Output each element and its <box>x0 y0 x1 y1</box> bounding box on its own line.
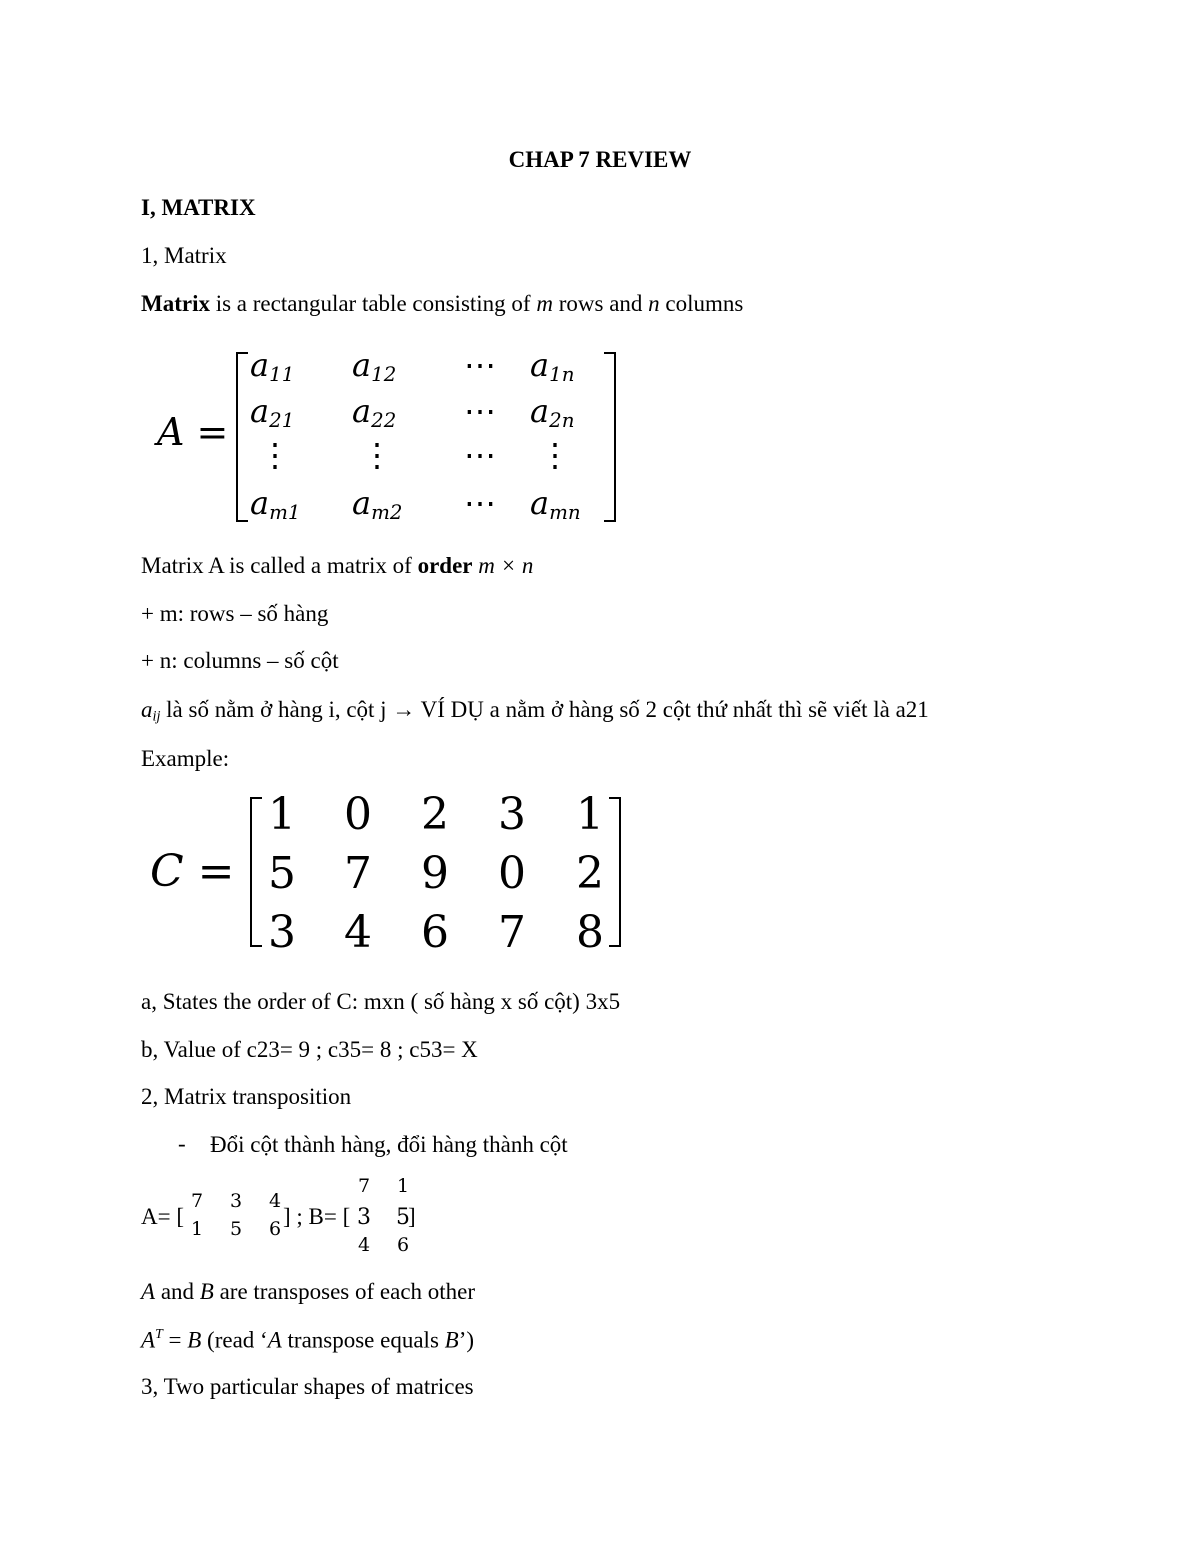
at-eq: = <box>162 1327 188 1353</box>
matrix-c-entry: 6 <box>421 907 449 958</box>
def-bold: Matrix <box>141 291 210 316</box>
def-text3: columns <box>659 291 744 316</box>
order-expr: m × n <box>472 553 534 578</box>
transpose-b-entry: 7 <box>357 1175 371 1197</box>
matrix-c-entry: 1 <box>268 789 296 840</box>
matrix-a-entry: $a_{mn}$ <box>530 484 581 524</box>
matrix-c-entry: 0 <box>344 789 372 840</box>
bullet-text: Đổi cột thành hàng, đổi hàng thành cột <box>210 1132 568 1157</box>
matrix-c-entry: 0 <box>498 848 526 899</box>
matrix-c-label: C = <box>150 846 235 897</box>
page-title: CHAP 7 REVIEW <box>508 147 692 172</box>
def-text2: rows and <box>552 291 649 316</box>
at-equals-b-line <box>141 1326 474 1354</box>
def-m: m <box>536 291 553 316</box>
at-read1: (read ‘ <box>201 1327 268 1353</box>
matrix-a-entry: $a_{1n}$ <box>530 346 575 386</box>
matrix-a-entry: $a_{m1}$ <box>250 484 301 524</box>
matrix-a-entry: $a_{m2}$ <box>352 484 403 524</box>
m-line: + m: rows – số hàng <box>141 601 329 626</box>
question-a: a, States the order of C: mxn ( số hàng x số cột) 3x5 <box>141 989 621 1014</box>
matrix-a-entry: $a_{12}$ <box>352 346 397 386</box>
transpose-a-entry: 6 <box>268 1218 282 1240</box>
matrix-a-left-bracket <box>236 352 248 522</box>
matrix-a-entry: ⋯ <box>464 346 496 384</box>
matrix-a-entry: ⋮ <box>361 436 393 474</box>
matrix-a-entry: $a_{11}$ <box>250 346 295 386</box>
matrix-c-entry: 2 <box>421 789 449 840</box>
at-read2: transpose equals <box>281 1327 445 1353</box>
matrix-a-entry: $a_{22}$ <box>352 392 397 432</box>
matrix-definition <box>141 290 743 318</box>
transpose-a-entry: 3 <box>229 1190 243 1212</box>
at-b2: B <box>444 1327 459 1353</box>
matrix-a-entry: ⋮ <box>259 436 291 474</box>
transpose-a-label: A= [ <box>141 1204 184 1229</box>
question-b: b, Value of c23= 9 ; c35= 8 ; c53= X <box>141 1037 478 1062</box>
def-text1: is a rectangular table consisting of <box>209 291 537 316</box>
transpose-b-entry: 4 <box>357 1234 371 1256</box>
matrix-a-entry: ⋯ <box>464 392 496 430</box>
transpose-a-entry: 4 <box>268 1190 282 1212</box>
matrix-c-left-bracket <box>250 797 262 947</box>
aij-text: là số nằm ở hàng i, cột j → VÍ DỤ a nằm ở hàng số 2 cột thứ nhất thì sẽ viết là a21 <box>160 697 929 722</box>
transpose-b-entry: 3 <box>357 1205 371 1230</box>
transposes-rest: are transposes of each other <box>213 1279 476 1304</box>
matrix-a-entry: ⋮ <box>539 436 571 474</box>
matrix-c-entry: 7 <box>344 848 372 899</box>
transpose-a-entry: 5 <box>229 1218 243 1240</box>
aij-var: a <box>141 697 153 722</box>
matrix-c-entry: 8 <box>576 907 604 958</box>
transpose-a-entry: 7 <box>190 1190 204 1212</box>
def-n: n <box>648 291 660 316</box>
matrix-c-entry: 3 <box>268 907 296 958</box>
transposes-mid: and <box>155 1279 200 1304</box>
example-label: Example: <box>141 746 230 771</box>
order-bold: order <box>417 553 473 578</box>
matrix-a-label: A = <box>157 410 229 454</box>
transpose-b-entry: 1 <box>396 1175 410 1197</box>
matrix-a-entry: $a_{21}$ <box>250 392 295 432</box>
at-sup: T <box>155 1326 163 1341</box>
matrix-c-entry: 4 <box>344 907 372 958</box>
aij-sub: ij <box>152 708 161 725</box>
matrix-a-entry: ⋯ <box>464 484 496 522</box>
transpose-b-entry: 6 <box>396 1234 410 1256</box>
transpose-mid: ] ; B= [ <box>283 1204 351 1229</box>
matrix-c-entry: 9 <box>421 848 449 899</box>
matrix-a-entry: ⋯ <box>464 436 496 474</box>
transpose-close: ] <box>408 1204 416 1229</box>
order-text: Matrix A is called a matrix of <box>141 553 418 578</box>
at-a2: A <box>267 1327 282 1353</box>
transpose-a-entry: 1 <box>190 1218 204 1240</box>
n-line: + n: columns – số cột <box>141 648 339 673</box>
matrix-c-right-bracket <box>609 797 621 947</box>
subsection-shapes: 3, Two particular shapes of matrices <box>141 1374 474 1399</box>
matrix-c-entry: 7 <box>498 907 526 958</box>
section-heading: I, MATRIX <box>141 195 256 220</box>
matrix-a-entry: $a_{2n}$ <box>530 392 575 432</box>
matrix-c-entry: 3 <box>498 789 526 840</box>
at-read3: ’) <box>458 1327 475 1353</box>
at-b: B <box>187 1327 202 1353</box>
matrix-c-entry: 5 <box>268 848 296 899</box>
matrix-c-entry: 1 <box>576 789 604 840</box>
order-line <box>141 552 533 580</box>
bullet-dash: - <box>178 1131 186 1156</box>
transposes-a: A <box>141 1279 156 1304</box>
matrix-c-entry: 2 <box>576 848 604 899</box>
subsection-matrix: 1, Matrix <box>141 243 227 268</box>
transpose-b-entry: 5 <box>396 1205 410 1230</box>
transposes-b: B <box>199 1279 214 1304</box>
transposes-line <box>141 1278 475 1306</box>
subsection-transposition: 2, Matrix transposition <box>141 1084 352 1109</box>
aij-line <box>141 696 929 726</box>
at-a: A <box>141 1327 156 1353</box>
